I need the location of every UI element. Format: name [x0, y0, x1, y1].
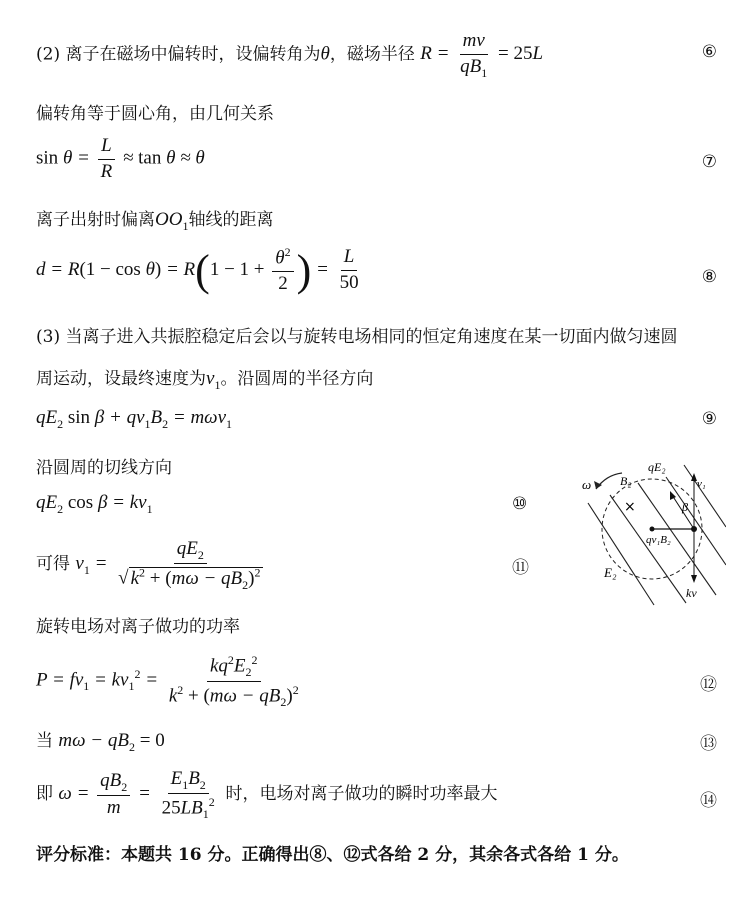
line-4-text-a: 离子出射时偏离 — [36, 210, 155, 230]
label-qv1b2: qv₁B₂ — [646, 534, 671, 546]
scoring-criteria: 评分标准：本题共 16 分。正确得出⑧、⑫式各给 2 分，其余各式各给 1 分。 — [36, 845, 629, 865]
label-e2: E₂ — [604, 565, 617, 580]
omega-arrow — [596, 473, 622, 489]
line-6: (3) 当离子进入共振腔稳定后会以与旋转电场相同的恒定角速度在某一切面内做匀速圆 — [36, 327, 678, 347]
line-1-text: (2) 离子在磁场中偏转时，设偏转角为 — [36, 44, 321, 65]
formula-distance: d = R(1 − cos θ) = R(1 − 1 + $\frac{\theta^2}{2}$ ) = $\frac{L}{50}$ — [36, 245, 359, 295]
label-v1: v₁ — [697, 478, 706, 490]
eq-number-6: ⑥ — [701, 42, 717, 62]
label-b2: B₂ — [620, 474, 632, 488]
line-14: 当 $m\omega - qB_2 = 0$ — [36, 730, 165, 754]
line-9: 沿圆周的切线方向 — [36, 458, 172, 478]
formula-tangential: $qE_2$ $\cos \beta = kv_1$ — [36, 492, 153, 516]
eq-number-12: ⑫ — [700, 675, 717, 695]
line-2: 偏转角等于圆心角，由几何关系 — [36, 104, 274, 124]
eq-number-14: ⑭ — [700, 791, 717, 811]
line-15: 即 ω = $\frac{qB_2}{m}$ = $\frac{E_1B_2}{25LB_1^2}$ 时，电场对离子做功的瞬时功率最大 — [36, 768, 498, 822]
label-cross: × — [624, 499, 636, 515]
formula-power: $P = fv_1 = kv_1^2$ = $\frac{kq^2E_2^2}{k^2 + (m\omega - qB_2)^2}$ — [36, 653, 299, 709]
formula-sin-theta: sin θ = $\frac{L}{R}$ ≈ tan θ ≈ θ — [36, 135, 205, 182]
line-15-text-a: 即 — [36, 784, 53, 805]
label-beta: β — [682, 500, 688, 514]
v1-symbol: $v_1$ — [206, 368, 221, 392]
label-qe2: qE₂ — [648, 460, 666, 474]
line-4 — [36, 205, 273, 234]
line-11: 可得 $v_1$ = $\frac{qE_2}{√ k^2 + (m\omega - qB_2)^2}$ — [36, 538, 261, 592]
oo1-symbol: $OO_1$ — [155, 209, 189, 233]
line-1-comma: ，磁场半径 — [329, 44, 415, 65]
force-diagram — [566, 455, 726, 610]
eq-number-7: ⑦ — [701, 152, 717, 172]
eq-number-13: ⑬ — [700, 734, 717, 754]
line-7-text-b: 。沿圆周的半径方向 — [220, 369, 374, 389]
eq-number-9: ⑨ — [701, 409, 717, 429]
theta-symbol: θ — [320, 43, 330, 65]
formula-radius: R = $\frac{mv}{qB_1}$ = 25L — [420, 30, 544, 80]
line-12: 旋转电场对离子做功的功率 — [36, 617, 240, 637]
label-kv: kv — [686, 586, 697, 600]
eq-number-10: ⑩ — [512, 494, 528, 514]
line-15-text-b: 时，电场对离子做功的瞬时功率最大 — [225, 784, 498, 805]
label-omega: ω — [582, 477, 592, 492]
eq-number-8: ⑧ — [701, 267, 717, 287]
formula-radial: $qE_2$ $\sin \beta + qv_1B_2 = m\omega v_1$ — [36, 407, 233, 431]
line-1 — [36, 30, 543, 80]
eq-number-11: ⑪ — [512, 558, 529, 578]
line-4-text-b: 轴线的距离 — [188, 210, 274, 230]
line-11-text: 可得 — [36, 554, 70, 575]
line-14-text: 当 — [36, 731, 53, 751]
line-7 — [36, 364, 373, 393]
line-7-text-a: 周运动，设最终速度为 — [36, 369, 206, 389]
